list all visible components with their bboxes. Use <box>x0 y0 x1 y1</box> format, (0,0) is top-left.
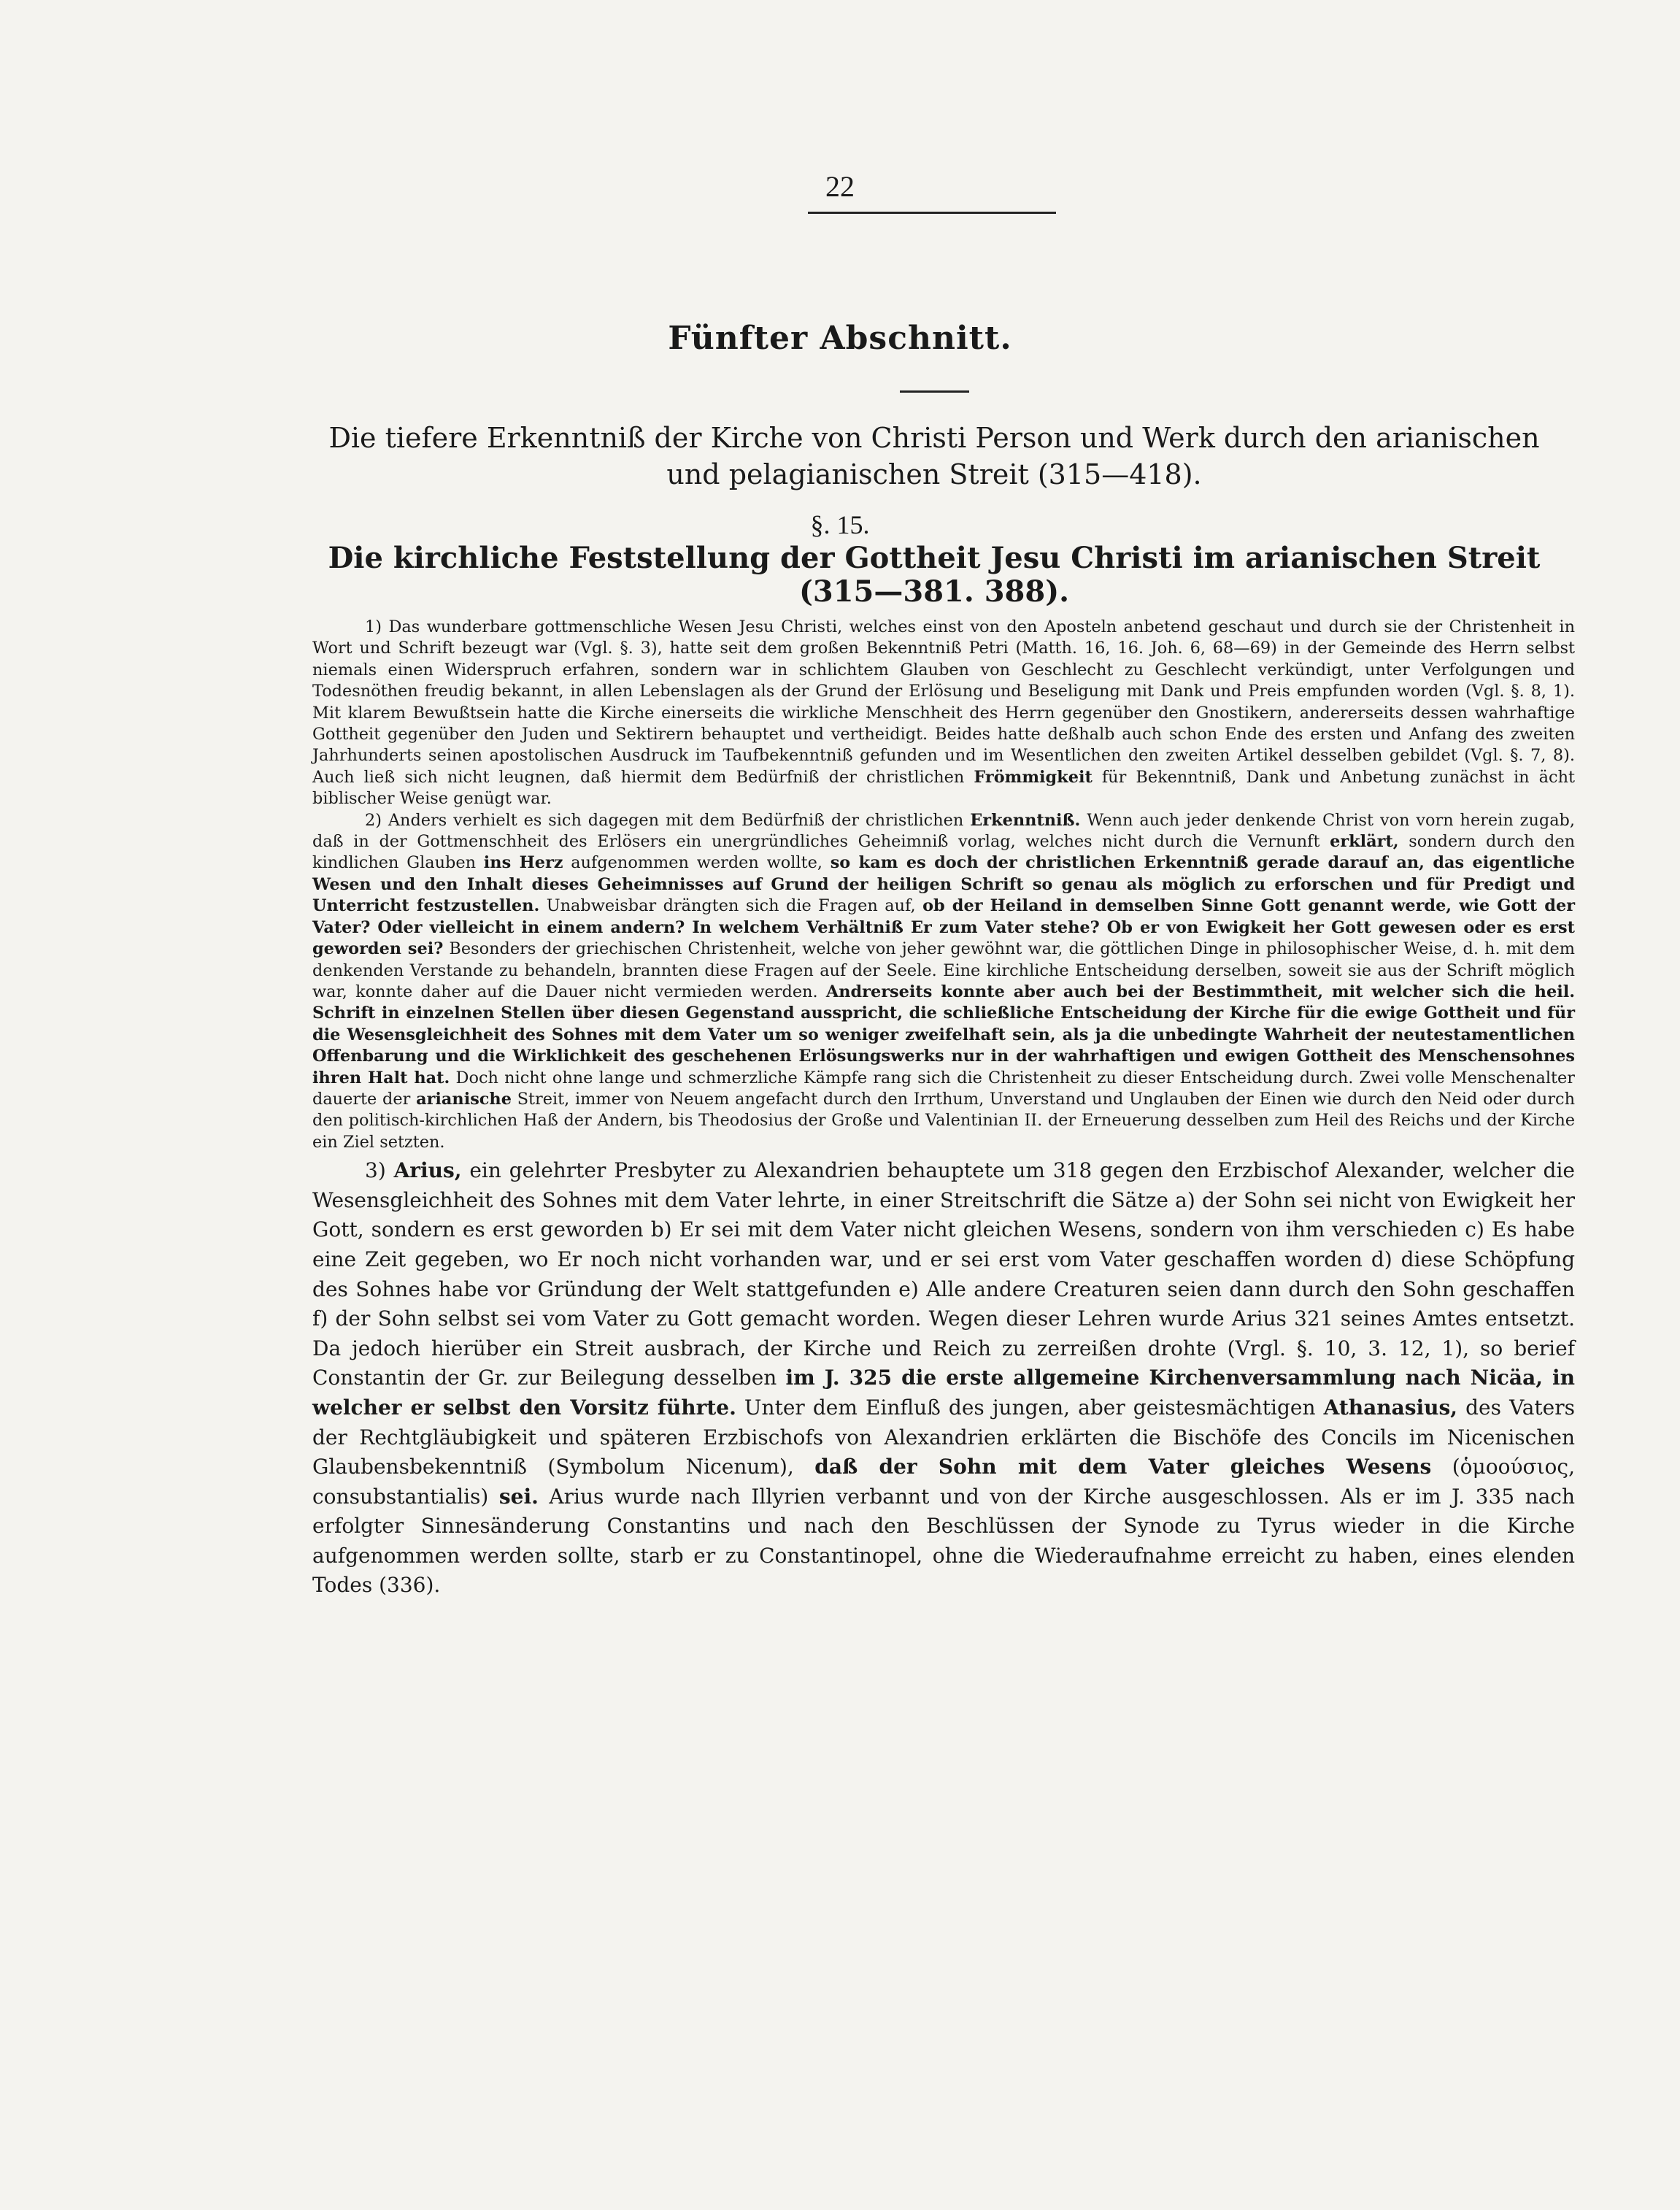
page-number: 22 <box>825 170 855 203</box>
text-segment: Streit, immer von Neuem angefacht durch den Irrthum, Unverstand und Unglauben der Einen wie durch den Neid oder durch den politisch-kirchlichen Haß der Andern, bis Theodosius der Große und Valentinian II. der Erneuerung desselben zum Heil des Reichs und der Kirche ein Ziel setzten. <box>312 1089 1576 1152</box>
emphasis-text: ins Herz <box>483 853 563 873</box>
emphasis-text: Frömmigkeit <box>974 767 1093 787</box>
text-segment: für Bekenntniß, Dank und Anbetung zunächst in ächt biblischer Weise genügt war. <box>312 767 1575 809</box>
text-segment: 3) <box>365 1158 394 1183</box>
emphasis-text: arianische <box>416 1089 512 1109</box>
paragraph-1 <box>312 617 1575 810</box>
text-segment: sondern durch den kindlichen Glauben <box>312 832 1575 873</box>
emphasis-text: Andrerseits konnte aber auch bei der Bestimmtheit, mit welcher sich die heil. Schrift in einzelnen Stellen über diesen Gegenstand ausspricht, die schließliche Entscheidung der Kirche für die ewige Gottheit und für die Wesensgleichheit des Sohnes mit dem Vater um so weniger zweifelhaft sein, als ja die unbedingte Wahrheit der neutestamentlichen Offenbarung und die Wirklichkeit des geschehenen Erlösungswerks nur in der wahrhaftigen und ewigen Gottheit des Menschensohnes ihren Halt hat. <box>312 982 1575 1087</box>
text-segment: des Vaters der Rechtgläubigkeit und späteren Erzbischofs von Alexandrien erklärten die Bischöfe des Concils im Nicenischen Glaubensbekenntniß (Symbolum Nicenum), <box>312 1395 1575 1479</box>
emphasis-text: Athanasius, <box>1323 1395 1458 1420</box>
text-segment: 1) Das wunderbare gottmenschliche Wesen Jesu Christi, welches einst von den Aposteln anbetend geschaut und durch sie der Christenheit in Wort und Schrift bezeugt war (Vgl. §. 3), hatte seit dem großen Bekenntniß Petri (Matth. 16, 16. Joh. 6, 68—69) in der Gemeinde des Herrn selbst niemals einen Widerspruch erfahren, sondern war in schlichtem Glauben von Geschlecht zu Geschlecht verkündigt, unter Verfolgungen und Todesnöthen freudig bekannt, in allen Lebenslagen als der Grund der Erlösung und Beseligung mit Dank und Preis empfunden worden (Vgl. §. 8, 1). Mit klarem Bewußtsein hatte die Kirche einerseits die wirkliche Menschheit des Herrn gegenüber den Gnostikern, andererseits dessen wahrhaftige Gottheit gegenüber den Juden und Sektirern behauptet und vertheidigt. Beides hatte deßhalb auch schon Ende des ersten und Anfang des zweiten Jahrhunderts seinen apostolischen Ausdruck im Taufbekenntniß gefunden und im Wesentlichen den zweiten Artikel desselben gebildet (Vgl. §. 7, 8). Auch ließ sich nicht leugnen, daß hiermit dem Bedürfniß der christlichen <box>312 617 1575 787</box>
section-heading: Fünfter Abschnitt. <box>668 320 1012 357</box>
text-segment: aufgenommen werden wollte, <box>563 853 831 873</box>
section-subtitle: Die tiefere Erkenntniß der Kirche von Christi Person und Werk durch den arianischen und pelagianischen Streit (315—418). <box>328 422 1540 490</box>
emphasis-text: im J. 325 die erste allgemeine Kirchenversammlung nach Nicäa, in welcher er selbst den Vorsitz führte. <box>312 1366 1575 1420</box>
paragraph-2 <box>312 810 1575 1154</box>
section-rule <box>900 390 969 393</box>
body-text <box>312 617 1575 1601</box>
text-segment: Arius wurde nach Illyrien verbannt und von der Kirche ausgeschlossen. Als er im J. 335 nach erfolgter Sinnesänderung Constantins und nach den Beschlüssen der Synode zu Tyrus wieder in die Kirche aufgenommen werden sollte, starb er zu Constantinopel, ohne die Wiederaufnahme erreicht zu haben, eines elenden Todes (336). <box>312 1484 1576 1598</box>
text-segment: 2) Anders verhielt es sich dagegen mit dem Bedürfniß der christlichen <box>365 810 971 830</box>
text-segment: Besonders der griechischen Christenheit, welche von jeher gewöhnt war, die göttlichen Dinge in philosophischer Weise, d. h. mit dem denkenden Verstande zu behandeln, brannten diese Fragen auf der Seele. Eine kirchliche Entscheidung derselben, soweit sie aus der Schrift möglich war, konnte daher auf die Dauer nicht vermieden werden. <box>312 939 1575 1001</box>
emphasis-text: Arius, <box>393 1158 462 1183</box>
text-segment: Unter dem Einfluß des jungen, aber geistesmächtigen <box>736 1395 1324 1420</box>
paragraph-3 <box>312 1156 1575 1601</box>
emphasis-text: so kam es doch der christlichen Erkenntniß gerade darauf an, das eigentliche Wesen und den Inhalt dieses Geheimnisses auf Grund der heiligen Schrift so genau als möglich zu erforschen und für Predigt und Unterricht festzustellen. <box>312 853 1575 916</box>
emphasis-text: Erkenntniß. <box>970 810 1081 830</box>
text-segment: Doch nicht ohne lange und schmerzliche Kämpfe rang sich die Christenheit zu dieser Entscheidung durch. Zwei volle Menschenalter dauerte der <box>312 1068 1575 1109</box>
emphasis-text: sei. <box>498 1484 539 1509</box>
text-segment: Unabweisbar drängten sich die Fragen auf, <box>539 896 923 916</box>
emphasis-text: ob der Heiland in demselben Sinne Gott genannt werde, wie Gott der Vater? Oder vielleicht in einem andern? In welchem Verhältniß Er zum Vater stehe? Ob er von Ewigkeit her Gott gewesen oder es erst geworden sei? <box>312 896 1576 959</box>
emphasis-text: daß der Sohn mit dem Vater gleiches Wesens <box>814 1455 1432 1479</box>
paragraph-heading: Die kirchliche Feststellung der Gottheit Jesu Christi im arianischen Streit (315—381. 388). <box>328 541 1541 609</box>
text-segment: ein gelehrter Presbyter zu Alexandrien behauptete um 318 gegen den Erzbischof Alexander, welcher die Wesensgleichheit des Sohnes mit dem Vater lehrte, in einer Streitschrift die Sätze a) der Sohn sei nicht von Ewigkeit her Gott, sondern es erst geworden b) Er sei mit dem Vater nicht gleichen Wesens, sondern von ihm verschieden c) Es habe eine Zeit gegeben, wo Er noch nicht vorhanden war, und er sei erst vom Vater geschaffen worden d) diese Schöpfung des Sohnes habe vor Gründung der Welt stattgefunden e) Alle andere Creaturen seien dann durch den Sohn geschaffen f) der Sohn selbst sei vom Vater zu Gott gemacht worden. Wegen dieser Lehren wurde Arius 321 seines Amtes entsetzt. Da jedoch hierüber ein Streit ausbrach, der Kirche und Reich zu zerreißen drohte (Vrgl. §. 10, 3. 12, 1), so berief Constantin der Gr. zur Beilegung desselben <box>312 1158 1575 1390</box>
emphasis-text: erklärt, <box>1330 832 1399 852</box>
text-segment: (ὁμοούσιος, consubstantialis) <box>312 1455 1575 1509</box>
text-segment: Wenn auch jeder denkende Christ von vorn herein zugab, daß in der Gottmenschheit des Erlösers ein unergründliches Geheimniß vorlag, welches nicht durch die Vernunft <box>312 810 1575 852</box>
header-rule <box>808 212 1056 214</box>
paragraph-number: §. 15. <box>810 510 870 539</box>
